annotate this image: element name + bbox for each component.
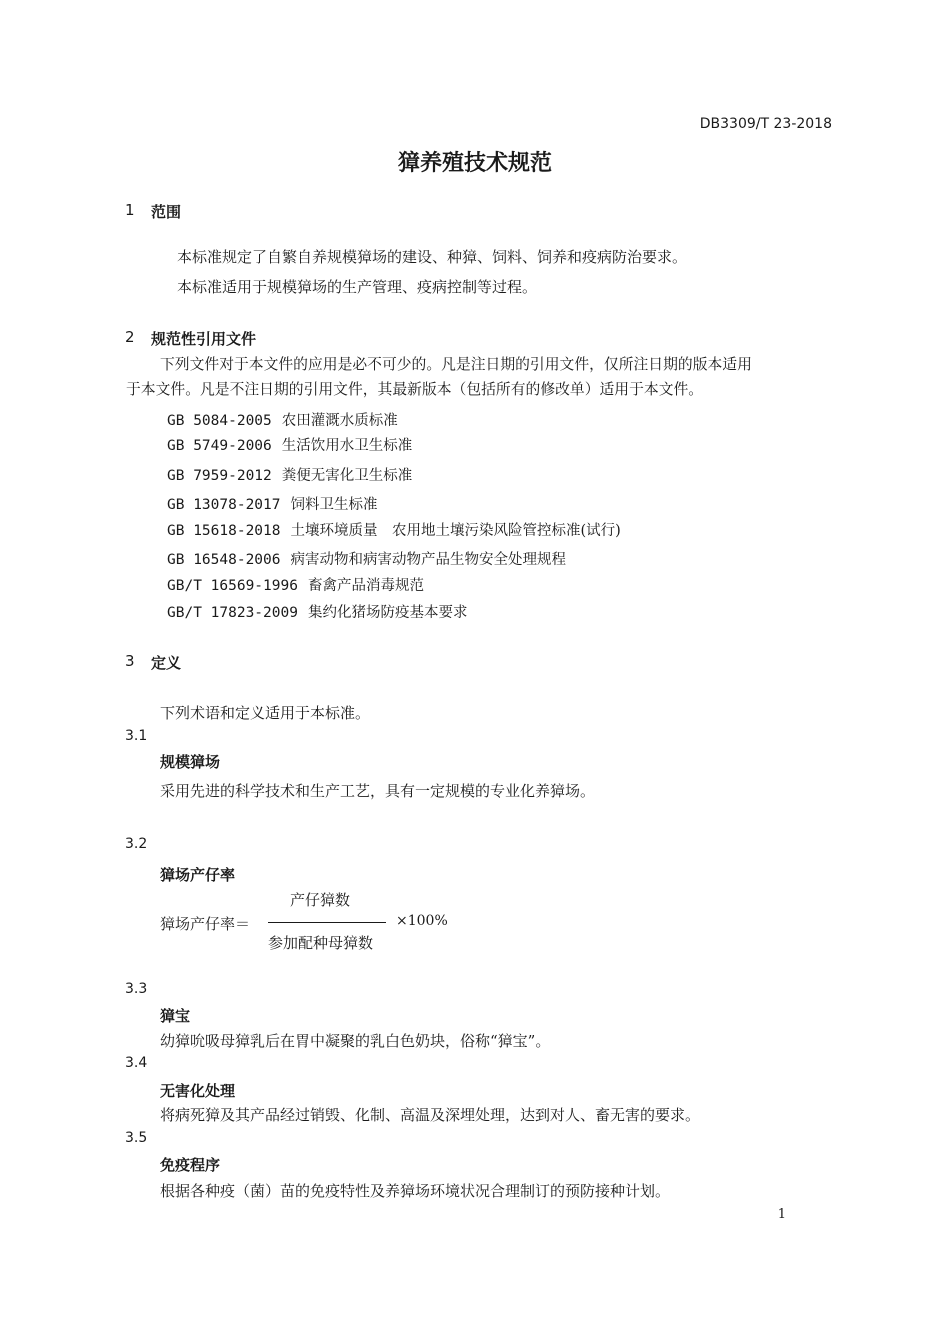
reference-code: GB 13078-2017 [167,497,281,513]
section-2-intro-line-1: 下列文件对于本文件的应用是必不可少的。凡是注日期的引用文件，仅所注日期的版本适用 [160,356,752,373]
term-name: 免疫程序 [160,1156,221,1174]
page-number: 1 [777,1207,786,1222]
reference-title: 土壤环境质量 农用地土壤污染风险管控标准(试行) [290,523,621,539]
reference-title: 饲料卫生标准 [290,497,378,513]
reference-item [167,434,412,455]
fraction-bar [268,922,386,923]
term-definition: 幼獐吮吸母獐乳后在胃中凝聚的乳白色奶块，俗称“獐宝”。 [160,1032,551,1050]
reference-item [167,409,398,430]
reference-code: GB 5749-2006 [167,438,272,454]
reference-code: GB 15618-2018 [167,523,281,539]
section-1-number: 1 [125,201,135,219]
term-name: 獐宝 [160,1007,191,1025]
formula-numerator: 产仔獐数 [290,891,351,909]
section-1-paragraph-2: 本标准适用于规模獐场的生产管理、疫病控制等过程。 [177,278,538,296]
term-number: 3.2 [125,836,148,852]
section-2-intro-line-2: 于本文件。凡是不注日期的引用文件，其最新版本（包括所有的修改单）适用于本文件。 [126,381,704,398]
reference-code: GB 16548-2006 [167,552,281,568]
reference-title: 农田灌溉水质标准 [281,413,398,429]
document-title: 獐养殖技术规范 [397,151,552,176]
term-number: 3.1 [125,728,148,744]
section-3-title: 定义 [151,654,182,672]
reference-item [167,464,412,485]
reference-title: 病害动物和病害动物产品生物安全处理规程 [290,552,566,568]
term-definition: 将病死獐及其产品经过销毁、化制、高温及深埋处理，达到对人、畜无害的要求。 [160,1106,701,1124]
reference-item [167,574,424,595]
term-number: 3.3 [125,981,148,997]
section-3-number: 3 [125,652,135,670]
reference-code: GB/T 17823-2009 [167,605,298,621]
term-name: 无害化处理 [160,1082,236,1100]
reference-title: 畜禽产品消毒规范 [307,578,424,594]
term-number: 3.5 [125,1130,148,1146]
formula-denominator: 参加配种母獐数 [268,934,374,952]
reference-item [167,493,378,514]
reference-item [167,519,621,540]
section-3-intro: 下列术语和定义适用于本标准。 [160,704,371,722]
term-definition: 采用先进的科学技术和生产工艺，具有一定规模的专业化养獐场。 [160,782,596,800]
reference-code: GB 5084-2005 [167,413,272,429]
term-name: 獐场产仔率 [160,866,236,884]
term-definition: 根据各种疫（菌）苗的免疫特性及养獐场环境状况合理制订的预防接种计划。 [160,1182,671,1200]
formula-lhs: 獐场产仔率＝ [160,915,251,933]
reference-code: GB 7959-2012 [167,468,272,484]
reference-item [167,548,566,569]
section-1-title: 范围 [151,203,182,221]
section-2-title: 规范性引用文件 [151,330,257,348]
reference-item [167,601,467,622]
term-name: 规模獐场 [160,753,221,771]
document-code: DB3309/T 23-2018 [699,116,832,132]
reference-title: 集约化猪场防疫基本要求 [307,605,468,621]
section-1-paragraph-1: 本标准规定了自繁自养规模獐场的建设、种獐、饲料、饲养和疫病防治要求。 [177,248,688,266]
term-number: 3.4 [125,1055,148,1071]
reference-title: 生活饮用水卫生标准 [281,438,413,454]
reference-code: GB/T 16569-1996 [167,578,298,594]
section-2-number: 2 [125,328,135,346]
formula-factor: ×100% [396,913,448,929]
reference-title: 粪便无害化卫生标准 [281,468,413,484]
